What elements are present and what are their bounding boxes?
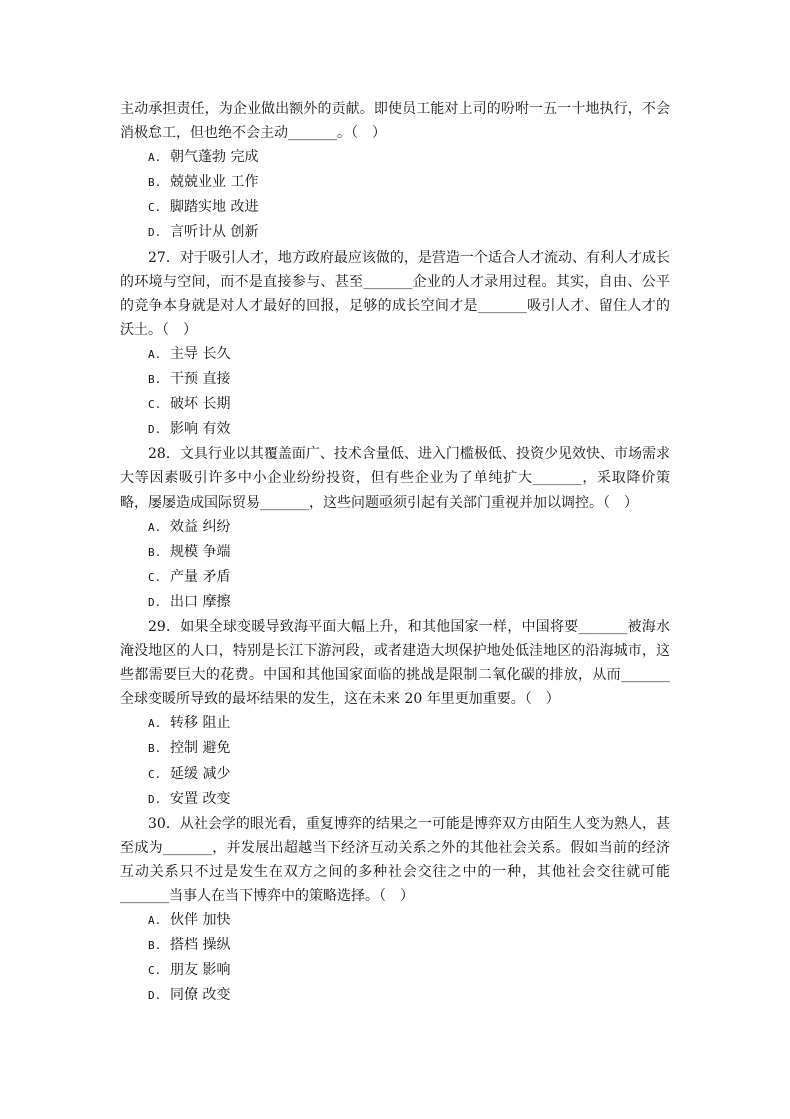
question-29-stem xyxy=(120,615,670,711)
question-text: 对于吸引人才，地方政府最应该做的，是营造一个适合人才流动、有利人才成长的环境与空间，而不是直接参与、甚至_______企业的人才录用过程。其实，自由、公平的竞争本身就是对人才最好的回报，足够的成长空间才是_______吸引人才、留住人才的沃土。（ ） xyxy=(120,249,670,338)
question-28-stem xyxy=(120,442,670,514)
question-number: 28． xyxy=(148,446,180,463)
question-28-option-a: A. 效益 纠纷 xyxy=(148,518,231,535)
question-28-option-b: B. 规模 争端 xyxy=(148,543,231,560)
question-27-option-b: B. 干预 直接 xyxy=(148,371,231,388)
question-28-option-d: D. 出口 摩擦 xyxy=(148,593,231,610)
page-content xyxy=(120,97,670,1008)
question-27-option-a: A. 主导 长久 xyxy=(148,345,231,362)
question-28-option-c: C. 产量 矛盾 xyxy=(148,568,231,585)
question-26-option-a: A. 朝气蓬勃 完成 xyxy=(148,149,259,166)
question-26-option-d: D. 言听计从 创新 xyxy=(148,224,259,241)
question-text: 文具行业以其覆盖面广、技术含量低、进入门槛极低、投资少见效快、市场需求大等因素吸引许多中小企业纷纷投资，但有些企业为了单纯扩大_______，采取降价策略，屡屡造成国际贸易_______，这些问题亟须引起有关部门重视并加以调控。（ ） xyxy=(120,446,670,511)
question-text: 如果全球变暖导致海平面大幅上升，和其他国家一样，中国将要_______被海水淹没地区的人口，特别是长江下游河段，或者建造大坝保护地处低洼地区的沿海城市，这些都需要巨大的花费。中国和其他国家面临的挑战是限制二氧化碳的排放，从而_______全球变暖所导致的最坏结果的发生，这在未来 20 年里更加重要。（ ） xyxy=(120,618,670,708)
question-26-option-b: B. 兢兢业业 工作 xyxy=(148,174,259,191)
question-30-option-a: A. 伙伴 加快 xyxy=(148,912,231,929)
question-30-option-b: B. 搭档 操纵 xyxy=(148,937,231,954)
question-27-option-d: D. 影响 有效 xyxy=(148,421,231,438)
question-30-option-d: D. 同僚 改变 xyxy=(148,987,231,1004)
question-text: 从社会学的眼光看，重复博弈的结果之一可能是博弈双方由陌生人变为熟人，甚至成为_______，并发展出超越当下经济互动关系之外的其他社会关系。假如当前的经济互动关系只不过是发生在双方之间的多种社会交往之中的一种，其他社会交往就可能_______当事人在当下博弈中的策略选择。（ ） xyxy=(120,815,670,904)
question-29-option-c: C. 延缓 减少 xyxy=(148,765,231,782)
question-29-option-a: A. 转移 阻止 xyxy=(148,715,231,732)
question-number: 27． xyxy=(148,249,180,266)
question-26-continuation-text: 主动承担责任，为企业做出额外的贡献。即使员工能对上司的吩咐一五一十地执行，不会消极怠工，但也绝不会主动_______。（ ） xyxy=(120,101,670,142)
question-26-option-c: C. 脚踏实地 改进 xyxy=(148,199,259,216)
question-number: 30． xyxy=(148,815,180,832)
question-29-option-d: D. 安置 改变 xyxy=(148,790,231,807)
question-30-option-c: C. 朋友 影响 xyxy=(148,962,231,979)
question-30-stem xyxy=(120,812,670,908)
question-number: 29． xyxy=(148,618,181,635)
question-27-option-c: C. 破坏 长期 xyxy=(148,396,231,413)
question-27-stem xyxy=(120,246,670,342)
question-29-option-b: B. 控制 避免 xyxy=(148,740,231,757)
